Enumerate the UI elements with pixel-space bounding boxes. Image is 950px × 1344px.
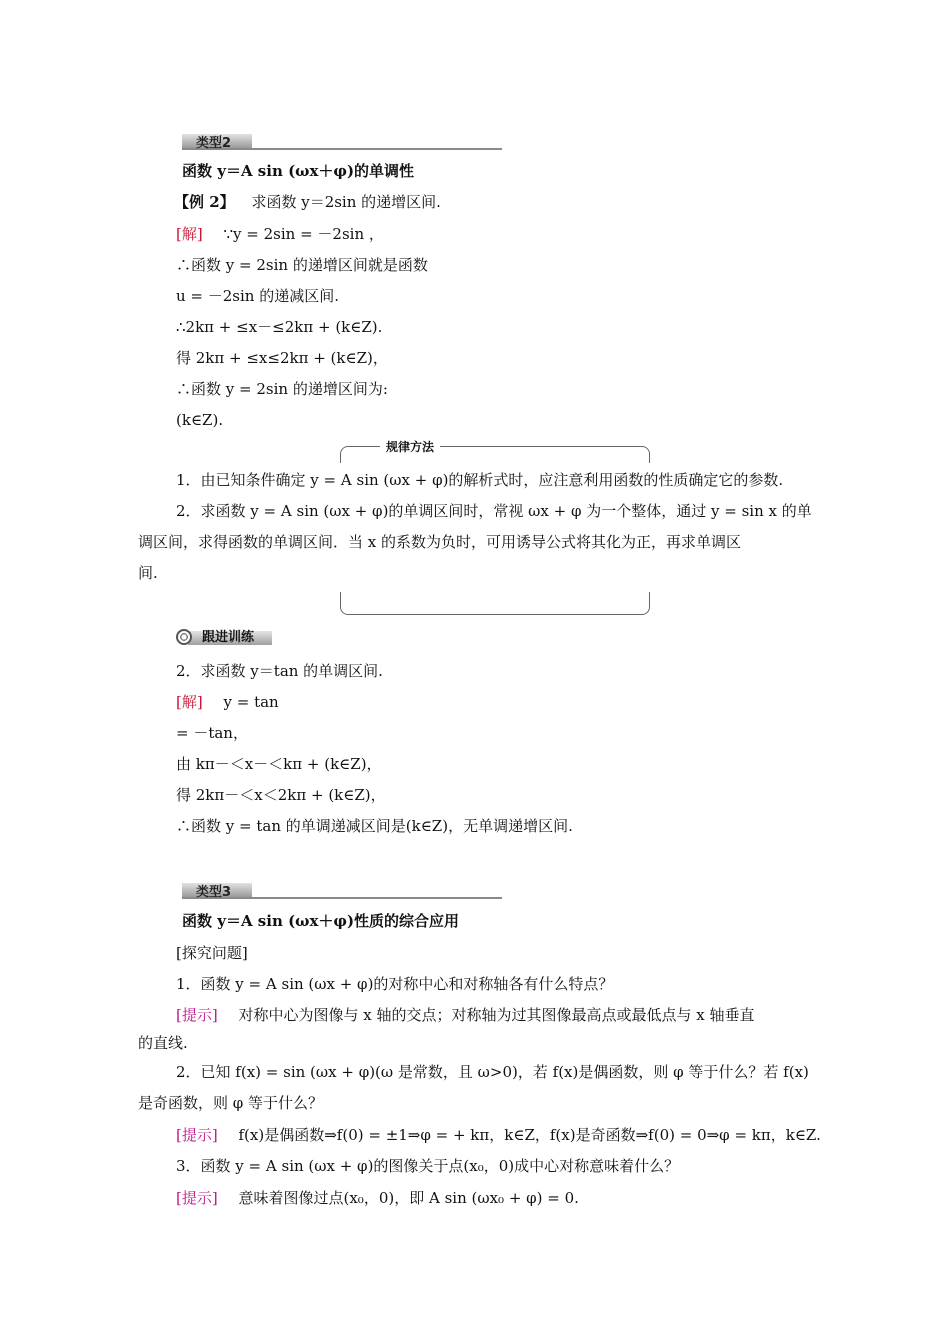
section-tag-bar <box>182 132 502 150</box>
hint-line <box>176 1005 755 1025</box>
solution-text: ∴函数 y = tan 的单调递减区间是(k∈Z)，无单调递增区间. <box>176 817 573 835</box>
solution-text: y = tan <box>223 693 279 711</box>
section-heading: 函数 y＝A sin (ωx＋φ)的单调性 <box>182 162 415 180</box>
training-solution-line <box>176 692 279 712</box>
example-line <box>174 192 441 212</box>
training-header <box>176 629 272 647</box>
solution-text: ∴2kπ + ≤x－≤2kπ + (k∈Z). <box>176 318 383 336</box>
hint-label: [提示] <box>176 1006 218 1024</box>
solution-text: ∵y = 2sin = －2sin ， <box>223 225 384 243</box>
hint-line <box>176 1188 579 1208</box>
solution-text: u = －2sin 的递减区间. <box>176 287 340 305</box>
solution-line <box>176 224 384 244</box>
section-heading: 函数 y＝A sin (ωx＋φ)性质的综合应用 <box>182 912 460 930</box>
solution-text: 由 kπ－＜x－＜kπ + (k∈Z)， <box>176 755 382 773</box>
question-text: 3．函数 y = A sin (ωx + φ)的图像关于点(x₀，0)成中心对称意味着什么？ <box>176 1157 680 1175</box>
hint-label: [提示] <box>176 1189 218 1207</box>
method-paragraph: 间. <box>138 564 158 582</box>
method-box-bottom <box>340 592 650 615</box>
target-icon <box>176 629 192 645</box>
method-box-title: 规律方法 <box>380 440 440 454</box>
section-tag: 类型3 <box>196 885 232 900</box>
example-label: 【例 2】 <box>174 193 235 211</box>
hint-text: 对称中心为图像与 x 轴的交点；对称轴为过其图像最高点或最低点与 x 轴垂直 <box>238 1006 755 1024</box>
solution-text: 得 2kπ + ≤x≤2kπ + (k∈Z)， <box>176 349 388 367</box>
question-text: 1．函数 y = A sin (ωx + φ)的对称中心和对称轴各有什么特点？ <box>176 975 614 993</box>
method-paragraph: 1．由已知条件确定 y = A sin (ωx + φ)的解析式时，应注意利用函数的性质确定它的参数. <box>176 471 784 489</box>
training-question: 2．求函数 y＝tan 的单调区间. <box>176 662 383 680</box>
training-title: 跟进训练 <box>202 630 255 645</box>
hint-text: 意味着图像过点(x₀，0)，即 A sin (ωx₀ + φ) = 0. <box>238 1189 579 1207</box>
section-tag-bar <box>182 881 502 899</box>
hint-text: f(x)是偶函数⇒f(0) = ±1⇒φ = + kπ，k∈Z，f(x)是奇函数⇒f(0) = 0⇒φ = kπ，k∈Z. <box>238 1126 821 1144</box>
solution-text: 得 2kπ－＜x＜2kπ + (k∈Z)， <box>176 786 386 804</box>
solution-label: [解] <box>176 693 203 711</box>
example-text: 求函数 y＝2sin 的递增区间. <box>251 193 441 211</box>
question-text: 是奇函数，则 φ 等于什么？ <box>138 1094 324 1112</box>
explore-label: [探究问题] <box>176 944 248 962</box>
method-paragraph: 2．求函数 y = A sin (ωx + φ)的单调区间时，常视 ωx + φ 为一个整体，通过 y = sin x 的单 <box>176 502 812 520</box>
solution-text: ∴函数 y = 2sin 的递增区间就是函数 <box>176 256 428 274</box>
solution-text: = －tan， <box>176 724 248 742</box>
solution-text: (k∈Z). <box>176 411 224 429</box>
hint-line <box>176 1125 821 1145</box>
solution-text: ∴函数 y = 2sin 的递增区间为: <box>176 380 388 398</box>
hint-label: [提示] <box>176 1126 218 1144</box>
solution-label: [解] <box>176 225 203 243</box>
method-paragraph: 调区间，求得函数的单调区间．当 x 的系数为负时，可用诱导公式将其化为正，再求单调区 <box>138 533 741 551</box>
question-text: 2．已知 f(x) = sin (ωx + φ)(ω 是常数，且 ω>0)，若 f(x)是偶函数，则 φ 等于什么？若 f(x) <box>176 1063 809 1081</box>
hint-text: 的直线. <box>138 1034 188 1052</box>
section-tag: 类型2 <box>196 136 232 151</box>
